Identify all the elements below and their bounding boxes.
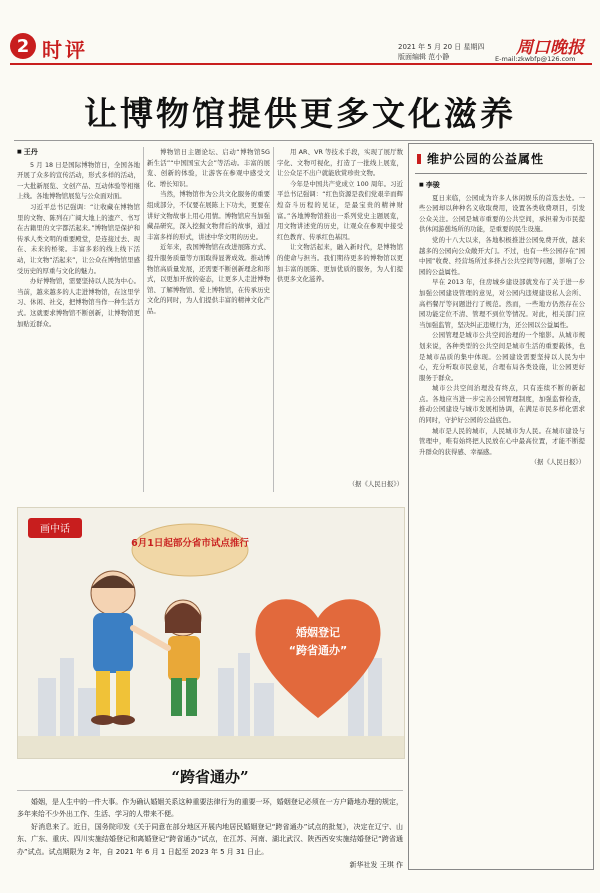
article-paragraph: 办好博物馆，需要坚持以人民为中心。当前，越来越多的人走进博物馆，在这里学习、休闲、社交，把博物馆当作一种生活方式。这就要求博物馆不断创新，让博物馆更加贴近群众。 (17, 277, 140, 328)
side-commentary-title: 维护公园的公益属性 (427, 152, 545, 166)
article-paragraph: 习近平总书记强调：“让收藏在博物馆里的文物、陈列在广阔大地上的遗产、书写在古籍里的文字都活起来。”博物馆是保护和传承人类文明的重要殿堂，是连接过去、现在、未来的桥梁。丰富多彩的线上线下活动，让文物“活起来”，让公众在博物馆里感受历史的厚重与文化的魅力。 (17, 202, 140, 275)
article-paragraph: 当然，博物馆作为公共文化服务的重要组成部分，不仅要在展陈上下功夫，更要在讲好文物故事上用心用情。博物馆应当加强藏品研究，深入挖掘文物背后的故事，通过丰富多样的形式，讲述中华文明的历史。 (147, 190, 270, 241)
caption-paragraph: 婚姻，是人生中的一件大事。作为确认婚姻关系这种重要法律行为的重要一环，婚姻登记必须在一方户籍地办理的规定，多年来给不少外出工作、生活、学习的人带来不便。 (17, 798, 403, 819)
article-paragraph: 5 月 18 日是国际博物馆日，全国各地开展了众多的宣传活动，形式多样的活动，一大批新展览、文创产品、互动体验等相继上线。各地博物馆展览与公众面对面。 (17, 160, 140, 201)
article-column-1 (17, 147, 140, 492)
heart-text-1: 婚姻登记 (296, 626, 340, 639)
cartoon-caption-title: “跨省通办” (171, 768, 249, 786)
contact-email: E-mail:zkwbfp@126.com (495, 55, 576, 63)
caption-paragraph: 好消息来了。近日，国务院印发《关于同意在部分地区开展内地居民婚姻登记“跨省通办”试点的批复》，决定在辽宁、山东、广东、重庆、四川实施结婚登记和离婚登记“跨省通办”试点，在江苏、河南、湖北武汉、陕西西安实施结婚登记“跨省通办”试点。试点期限为 2 年，自 2021 年 6 月 1 日起至 2023 年 5 月 31 日止。 (17, 822, 403, 856)
bubble-text: 6月1日起部分省市试点推行 (131, 538, 249, 549)
side-paragraph: 公园管理是城市公共空间治理的一个缩影。从城市规划来说，各种类型的公共空间是城市生活的重要载体，也是城市品质的集中体现。公园建设需要坚持以人民为中心，充分听取市民意见，合理布局各类设施，让公园更好服务于群众。 (419, 331, 585, 382)
side-commentary-divider (415, 173, 587, 174)
couple-figures-icon (91, 571, 201, 725)
side-commentary-body (419, 180, 585, 863)
caption-divider (17, 790, 403, 791)
side-commentary-source: （据《人民日报》） (530, 458, 585, 467)
side-paragraph: 城市公共空间治理没有终点，只有连续不断的新起点。各地应当进一步完善公园管理制度，加强监督检查，推动公园建设与城市发展相协调，在满足市民多样化需求的同时，守护好公园的公益底色。 (419, 384, 585, 425)
side-paragraph: 党的十八大以来，各地积极推进公园免费开放，越来越多的公园向公众敞开大门。不过，也有一些公园存在“园中园”收费、经营场所过多挤占公共空间等问题，影响了公园的公益属性。 (419, 235, 585, 276)
article-paragraph: 让文物活起来，融入新时代，是博物馆的使命与担当。我们期待更多的博物馆以更加丰富的展陈、更加优质的服务，为人们提供更多文化滋养。 (277, 243, 403, 284)
cartoon-illustration (17, 507, 405, 759)
article-column-2 (147, 147, 270, 492)
newspaper-logo: 周口晚报 (516, 38, 584, 58)
cartoon-tag (28, 518, 82, 538)
heart-text-2: “跨省通办” (288, 644, 348, 657)
article-paragraph: 用 AR、VR 等技术手段，实现了展厅数字化、文物可视化，打造了一批线上展览，让公众足不出户就能欣赏珍贵文物。 (277, 148, 403, 178)
column-divider (273, 147, 274, 492)
issue-date: 2021 年 5 月 20 日 星期四 (398, 43, 485, 51)
article-paragraph: 今年是中国共产党成立 100 周年。习近平总书记强调：“红色资源是我们党艰辛而辉煌奋斗历程的见证，是最宝贵的精神财富。”各地博物馆推出一系列党史主题展览，用文物讲述党的历史，让观众在参观中接受红色教育、传承红色基因。 (277, 179, 403, 241)
masthead-divider (10, 63, 592, 65)
speech-bubble (131, 524, 249, 576)
article-column-3 (277, 147, 403, 477)
article-paragraph: 近年来，我国博物馆在改进展陈方式、提升服务质量等方面取得显著成效。推动博物馆高质量发展，还需要不断创新理念和形式，以更加开放的姿态，让更多人走进博物馆、了解博物馆、爱上博物馆，在传承历史文化的同时，为人们提供丰富的精神文化产品。 (147, 243, 270, 315)
side-paragraph: 早在 2013 年，住房城乡建设部就发布了关于进一步加强公园建设管理的意见，对公园内违规建设私人会所、高档餐厅等问题进行了规范。然而，一些地方仍然存在公园功能定位不清、管理不到位等情况。对此，相关部门应当加强监管，坚决纠正违规行为，还公园以公益属性。 (419, 278, 585, 329)
page-number-badge: 2 (10, 33, 36, 59)
side-paragraph: 夏日来临，公园成为许多人休闲娱乐的首选去处。一些公园却以种种名义收取费用，设置各类收费项目，引发公众关注。公园是城市重要的公共空间，承担着为市民提供休闲游憩场所的功能，是重要的民生设施。 (419, 193, 585, 234)
cartoon-tag-label: 画中话 (40, 524, 70, 535)
column-divider (143, 147, 144, 492)
side-paragraph: 城市是人民的城市，人民城市为人民。在城市建设与管理中，唯有始终把人民放在心中最高位置，才能不断提升群众的获得感、幸福感。 (419, 426, 585, 456)
side-commentary-byline: ■ 李骏 (419, 180, 585, 191)
headline-divider (14, 140, 592, 141)
section-title: 时评 (42, 38, 88, 62)
cartoon-credit: 新华社发 王琪 作 (349, 861, 403, 869)
article-byline: ■ 王丹 (17, 147, 140, 158)
side-commentary-box (408, 143, 594, 870)
main-headline: 让博物馆提供更多文化滋养 (84, 94, 516, 133)
cartoon-caption-text (17, 796, 403, 858)
cartoon-drawing (18, 508, 404, 758)
article-source: （据《人民日报》） (348, 480, 403, 488)
article-paragraph: 博物馆日主题论坛、启动“博物馆5G 新生活”“中国国宝大会”等活动。丰富的展览、创新的体验，让游客在参观中感受文化、增长知识。 (147, 148, 270, 188)
page-editor: 版面编辑 范小静 (398, 53, 450, 61)
